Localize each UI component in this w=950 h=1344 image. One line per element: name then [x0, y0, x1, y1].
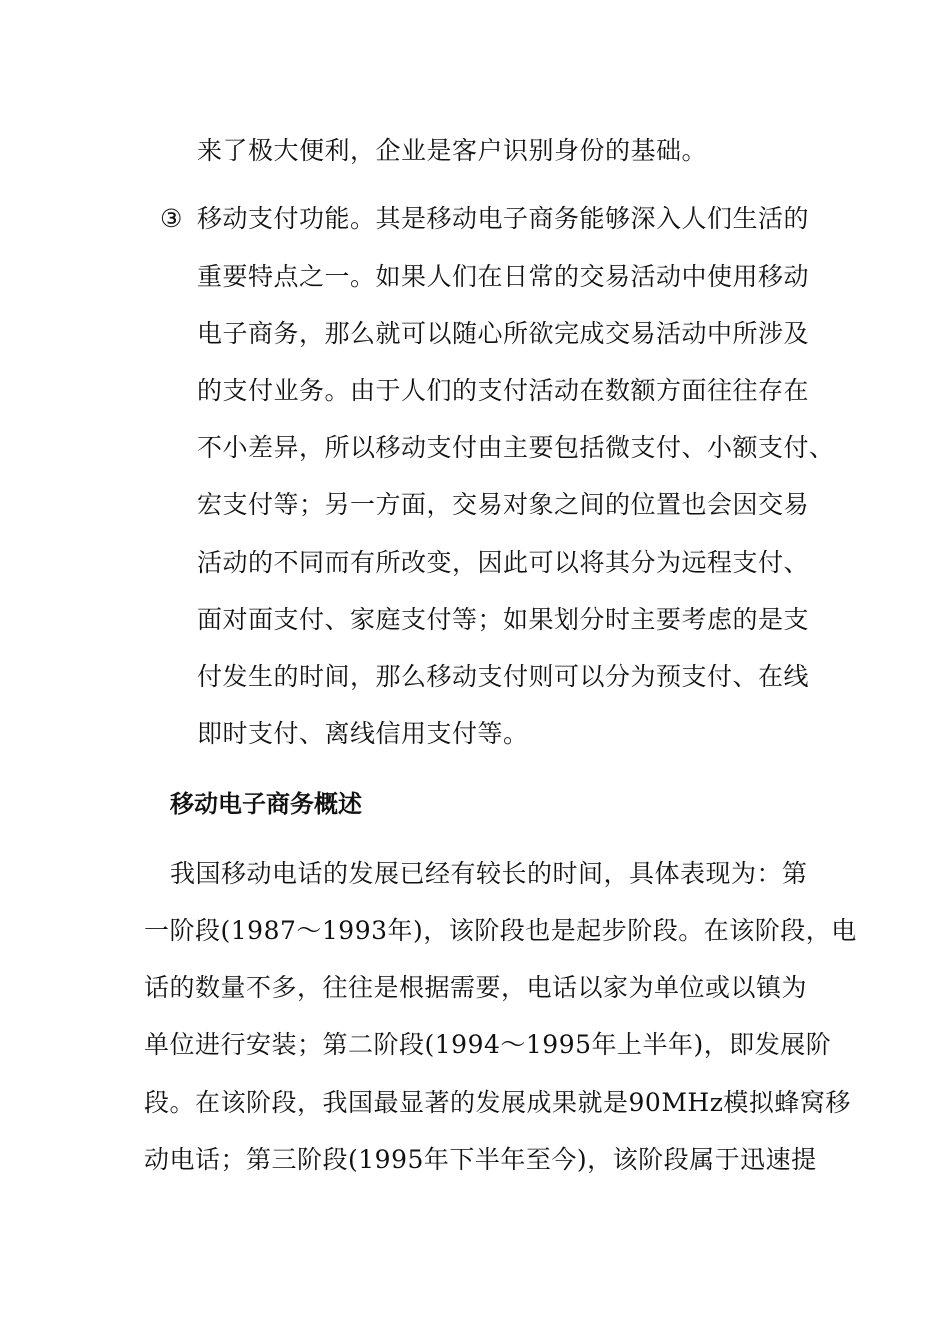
paragraph-line: 一阶段(1987～1993年)，该阶段也是起步阶段。在该阶段，电	[144, 916, 857, 945]
list-item-line: 的支付业务。由于人们的支付活动在数额方面往往存在	[197, 376, 810, 405]
list-item-line: 宏支付等；另一方面，交易对象之间的位置也会因交易	[197, 490, 810, 519]
section-heading: 移动电子商务概述	[170, 790, 362, 818]
list-item-line: 不小差异，所以移动支付由主要包括微支付、小额支付、	[197, 433, 835, 462]
paragraph-line: 动电话；第三阶段(1995年下半年至今)，该阶段属于迅速提	[144, 1145, 817, 1174]
list-item-line: 重要特点之一。如果人们在日常的交易活动中使用移动	[197, 262, 810, 291]
paragraph-line: 来了极大便利，企业是客户识别身份的基础。	[197, 136, 708, 165]
list-item-line: 面对面支付、家庭支付等；如果划分时主要考虑的是支	[197, 605, 810, 634]
paragraph-line: 段。在该阶段，我国最显著的发展成果就是90MHz模拟蜂窝移	[144, 1088, 851, 1117]
list-item-line: 电子商务，那么就可以随心所欲完成交易活动中所涉及	[197, 319, 810, 348]
paragraph-line: 话的数量不多，往往是根据需要，电话以家为单位或以镇为	[144, 973, 808, 1002]
paragraph-line: 我国移动电话的发展已经有较长的时间，具体表现为：第	[170, 859, 808, 888]
list-item-line: 付发生的时间，那么移动支付则可以分为预支付、在线	[197, 662, 810, 691]
list-item-line: 活动的不同而有所改变，因此可以将其分为远程支付、	[197, 548, 810, 577]
list-marker: ③	[160, 204, 183, 233]
list-item-line: 移动支付功能。其是移动电子商务能够深入人们生活的	[197, 204, 810, 233]
paragraph-line: 单位进行安装；第二阶段(1994～1995年上半年)，即发展阶	[144, 1030, 832, 1059]
list-item-line: 即时支付、离线信用支付等。	[197, 719, 529, 748]
